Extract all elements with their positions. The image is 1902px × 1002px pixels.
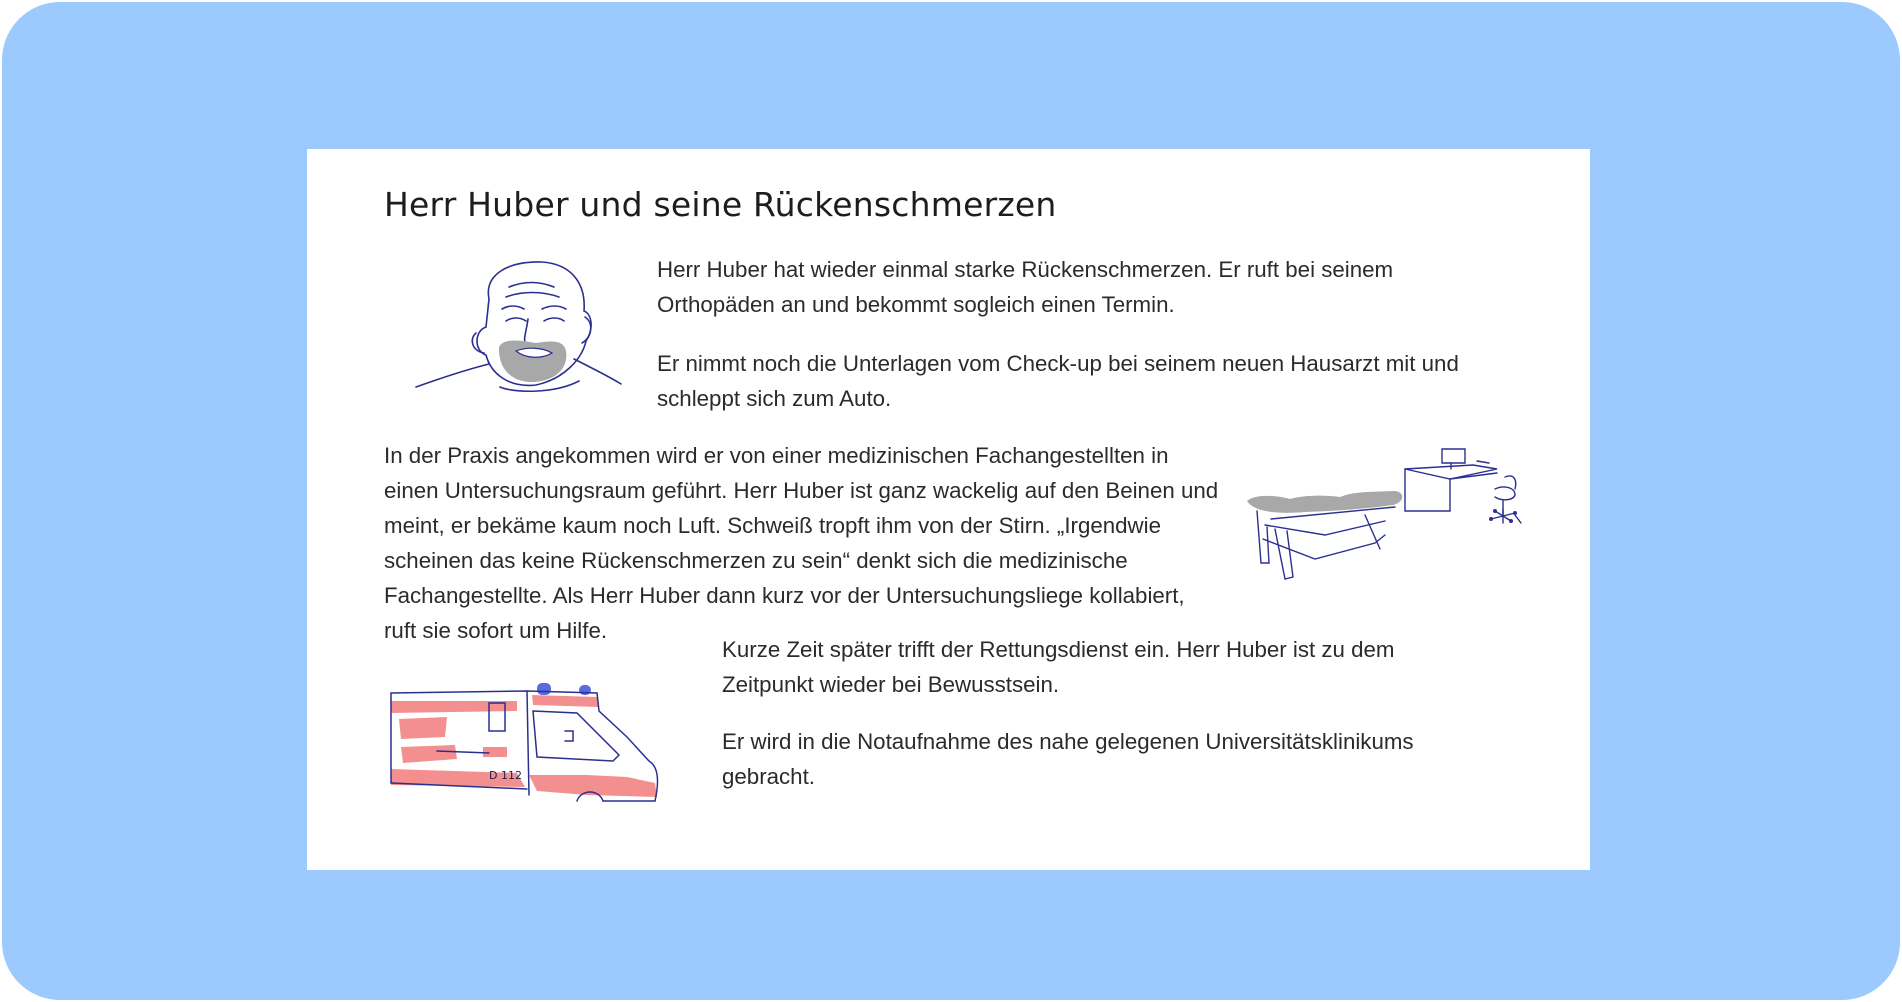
page-background bbox=[2, 2, 1900, 1000]
ambulance-illustration bbox=[387, 677, 707, 817]
exam-room-illustration bbox=[1245, 439, 1535, 594]
paragraph-emergency-room: Er wird in die Notaufnahme des nahe gelegenen Universitätsklinikums gebracht. bbox=[722, 729, 1414, 789]
paragraph-documents: Er nimmt noch die Unterlagen vom Check-up bei seinem neuen Hausarzt mit und schleppt sich zum Auto. bbox=[657, 351, 1459, 411]
story-title: Herr Huber und seine Rückenschmerzen bbox=[384, 185, 1057, 224]
ambulance-marking: D 112 bbox=[489, 769, 522, 782]
paragraph-practice: In der Praxis angekommen wird er von einer medizinischen Fachangestellten in einen Untersuchungsraum geführt. Herr Huber ist ganz wackelig auf den Beinen und meint, er bekäme kaum noch Luft. Schweiß tropft ihm von der Stirn. „Irgendwie scheinen das keine Rückenschmerzen zu sein“ denkt sich die medizinische Fachangestellte. Als Herr Huber dann kurz vor der Untersuchungsliege kollabiert, ruft sie sofort um Hilfe. bbox=[384, 443, 1219, 643]
story-card bbox=[307, 149, 1590, 870]
patient-face-illustration bbox=[414, 259, 629, 399]
paragraph-rescue-arrival: Kurze Zeit später trifft der Rettungsdienst ein. Herr Huber ist zu dem Zeitpunkt wieder bei Bewusstsein. bbox=[722, 637, 1395, 697]
paragraph-appointment: Herr Huber hat wieder einmal starke Rückenschmerzen. Er ruft bei seinem Orthopäden an und bekommt sogleich einen Termin. bbox=[657, 257, 1394, 317]
